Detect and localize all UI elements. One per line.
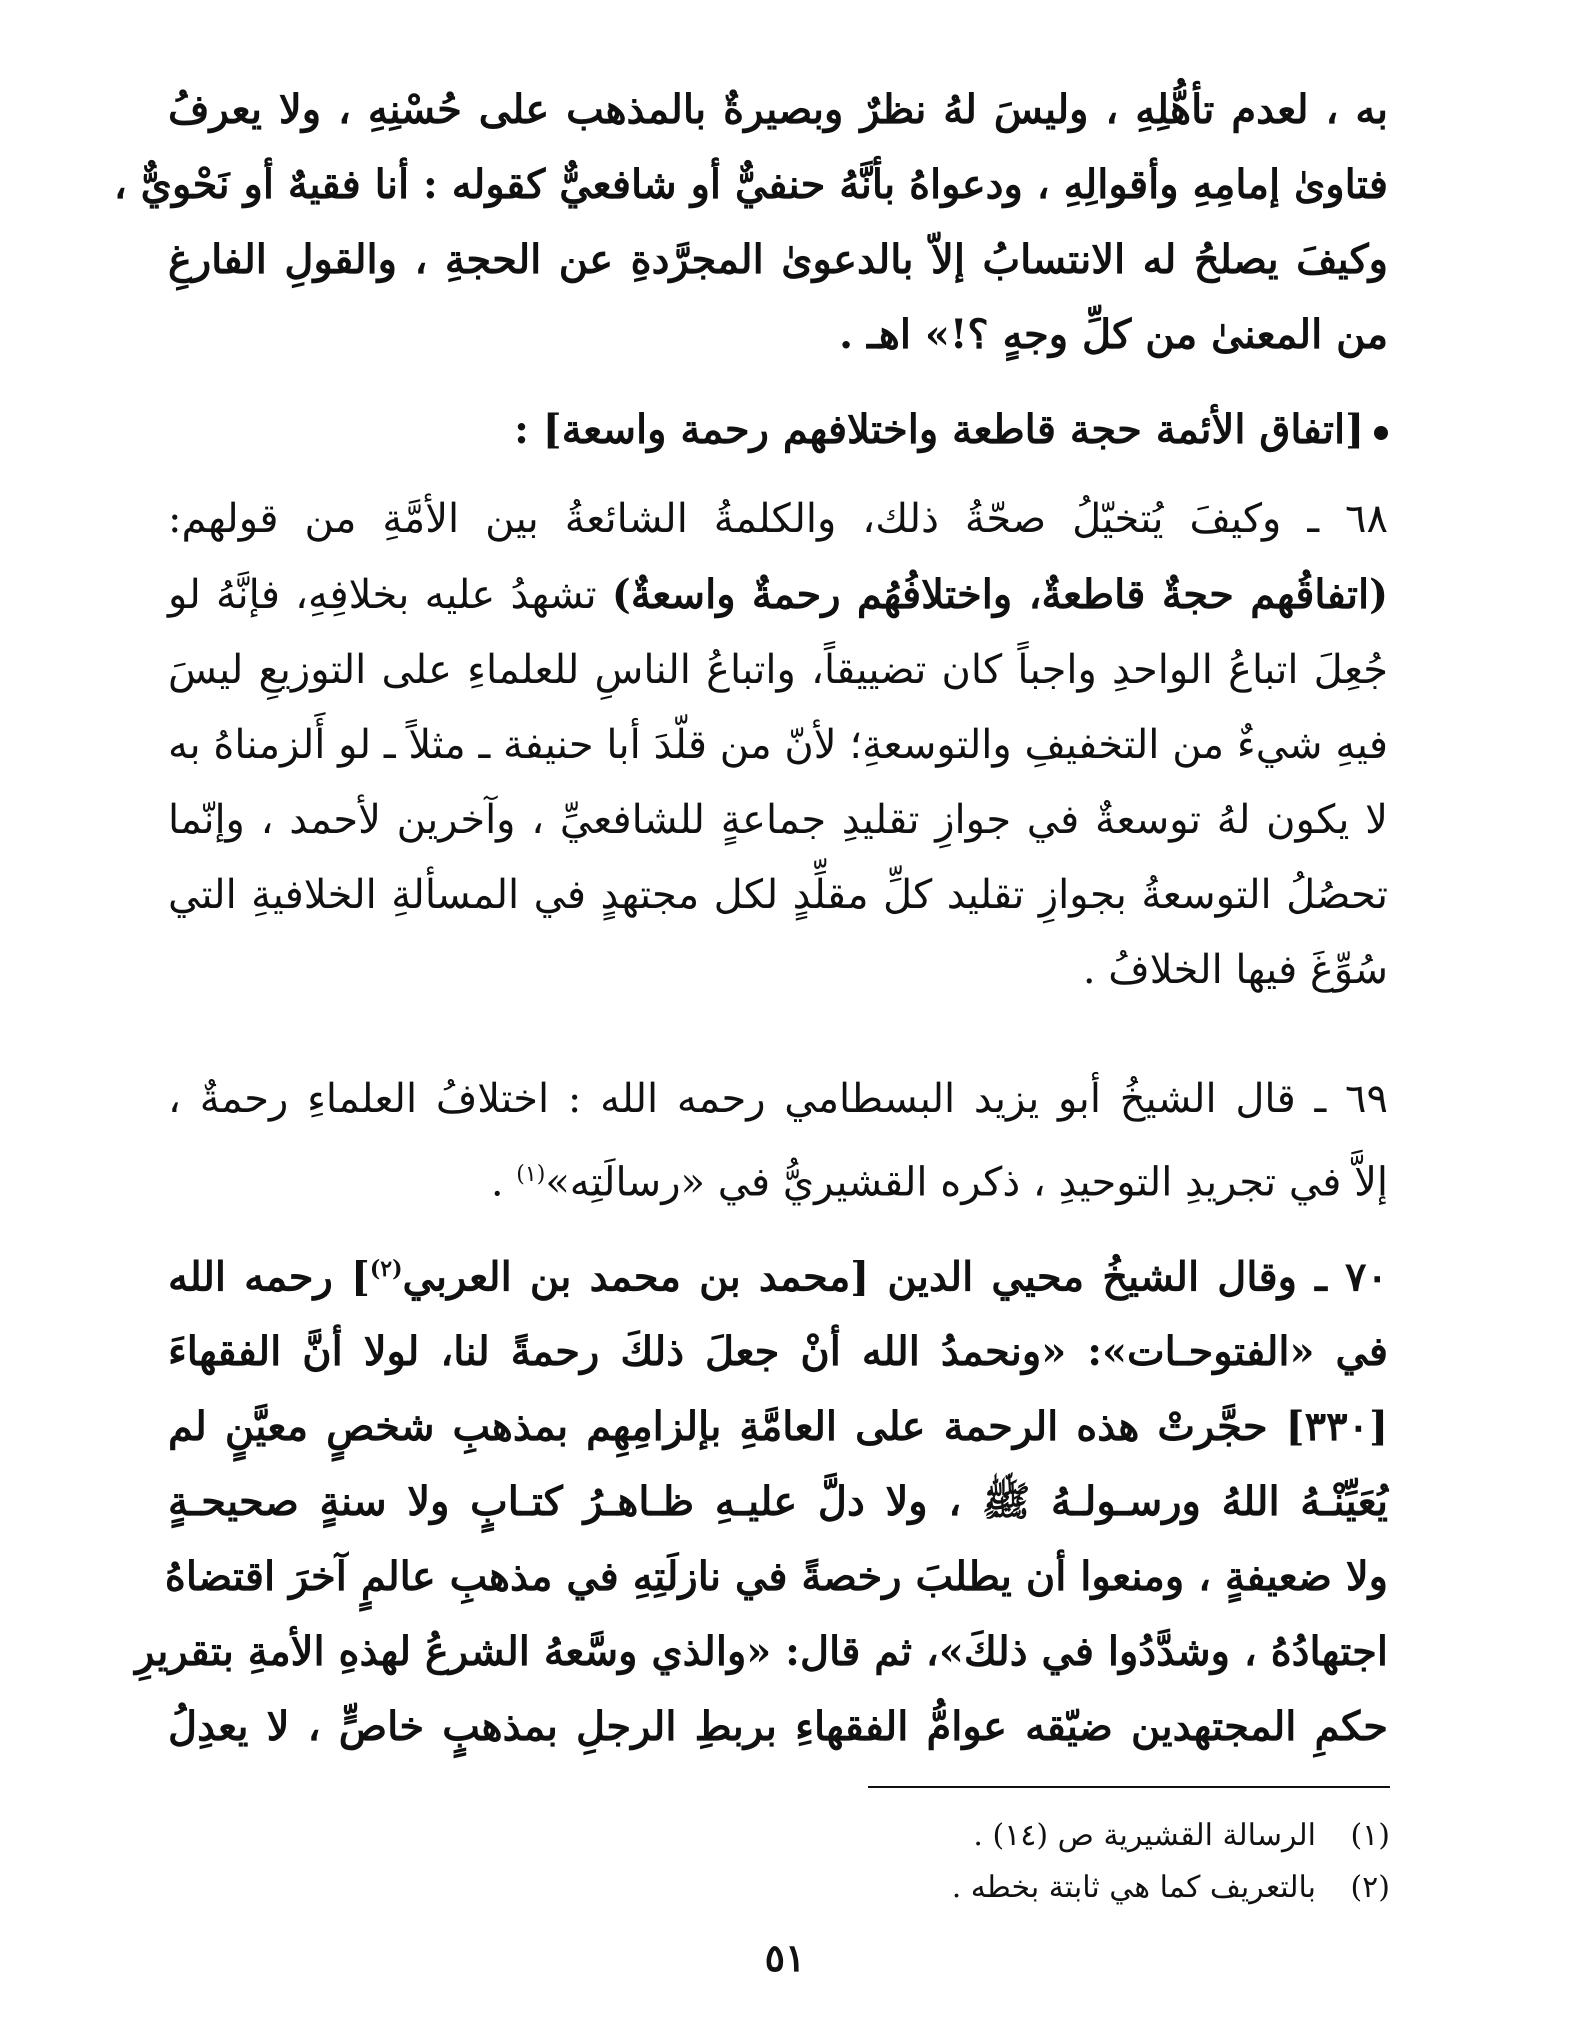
text-segment: ] رحمه الله — [168, 1253, 370, 1301]
footnote-marker[interactable]: (٢) — [369, 1256, 403, 1282]
text-line: من المعنىٰ من كلِّ وجهٍ ؟!» اهـ . — [839, 311, 1388, 358]
footnote-text: الرسالة القشيرية ص (١٤) . — [973, 1818, 1316, 1853]
text-line — [168, 1137, 1388, 1220]
text-line: في «الفتوحـات»: «ونحمدُ الله أنْ جعلَ ذلكَ رحمةً لنا، لولا أنَّ الفقهاءَ — [168, 1328, 1388, 1376]
text-segment: إلاَّ في تجريدِ التوحيدِ ، ذكره القشيريُّ في «رسالَتِه» — [545, 1159, 1388, 1206]
paragraph-69 — [168, 1062, 1388, 1220]
paragraph-70 — [135, 1232, 1389, 1764]
text-line: جُعِلَ اتباعُ الواحدِ واجباً كان تضييقاً، واتباعُ الناسِ للعلماءِ على التوزيعِ ليسَ — [168, 647, 1388, 693]
footnote-divider — [868, 1786, 1390, 1788]
text-line: تحصُلُ التوسعةُ بجوازِ تقليد كلِّ مقلِّدٍ لكل مجتهدٍ في المسألةِ الخلافيةِ التي — [168, 872, 1388, 918]
footnote-item — [700, 1810, 1390, 1862]
text-line: حكمِ المجتهدين ضيّقه عوامُّ الفقهاءِ بربطِ الرجلِ بمذهبٍ خاصٍّ ، لا يعدِلُ — [168, 1703, 1388, 1751]
text-line: لا يكون لهُ توسعةٌ في جوازِ تقليدِ جماعةٍ للشافعيِّ ، وآخرين لأحمد ، وإنّما — [168, 797, 1388, 843]
text-line: سُوِّغَ فيها الخلافُ . — [1082, 947, 1388, 993]
footnotes — [700, 1810, 1390, 1914]
text-segment: . — [490, 1159, 517, 1206]
text-line: ٦٩ ـ قال الشيخُ أبو يزيد البسطامي رحمه الله : اختلافُ العلماءِ رحمةٌ ، — [168, 1076, 1388, 1122]
heading-text: [اتفاق الأئمة حجة قاطعة واختلافهم رحمة واسعة] : — [514, 406, 1364, 453]
text-line: فيهِ شيءٌ من التخفيفِ والتوسعةِ؛ لأنّ من قلّدَ أبا حنيفة ـ مثلاً ـ لو أَلزمناهُ به — [168, 722, 1388, 768]
bullet-icon — [1374, 426, 1388, 440]
page-number: ٥١ — [764, 1935, 806, 1980]
text-line — [168, 1232, 1388, 1314]
text-line — [168, 557, 1388, 633]
footnote-text: بالتعريف كما هي ثابتة بخطه . — [951, 1870, 1316, 1905]
text-line: ٦٨ ـ وكيفَ يُتخيّلُ صحّةُ ذلك، والكلمةُ الشائعةُ بين الأمَّةِ من قولهم: — [168, 496, 1388, 542]
text-line: فتاوىٰ إمامِهِ وأقوالِهِ ، ودعواهُ بأنَّهُ حنفيٌّ أو شافعيٌّ كقوله : أنا فقيهٌ أو نَحْويٌّ ، — [113, 161, 1388, 208]
footnote-number: (١) — [1350, 1818, 1390, 1853]
footnote-marker[interactable]: (١) — [516, 1162, 546, 1187]
text-line: به ، لعدم تأهُّلِهِ ، وليسَ لهُ نظرٌ وبصيرةٌ بالمذهب على حُسْنِهِ ، ولا يعرفُ — [168, 86, 1388, 133]
text-line: ولا ضعيفةٍ ، ومنعوا أن يطلبَ رخصةً في نازلَتِهِ في مذهبِ عالمٍ آخرَ اقتضاهُ — [164, 1553, 1388, 1601]
text-segment: تشهدُ عليه بخلافِهِ، فإنَّهُ لو — [168, 572, 612, 618]
footnote-number: (٢) — [1350, 1870, 1390, 1905]
text-line: يُعَيِّنْـهُ اللهُ ورسـولـهُ ﷺ ، ولا دلَّ عليـهِ ظـاهـرُ كتـابٍ ولا سنةٍ صحيحـةٍ — [168, 1478, 1388, 1526]
text-segment: ٧٠ ـ وقال الشيخُ محيي الدين [محمد بن محمد بن العربي — [402, 1253, 1388, 1301]
section-heading — [168, 400, 1388, 460]
text-line: اجتهادُهُ ، وشدَّدُوا في ذلكَ»، ثم قال: «والذي وسَّعهُ الشرعُ لهذهِ الأمةِ بتقريرِ — [135, 1628, 1388, 1676]
footnote-item — [700, 1862, 1390, 1914]
paragraph-68 — [168, 482, 1388, 1008]
text-line: [٣٣٠] حجَّرتْ هذه الرحمة على العامَّةِ بإلزامِهِم بمذهبِ شخصٍ معيَّنٍ لم — [168, 1403, 1389, 1451]
intro-paragraph — [113, 72, 1388, 372]
text-line: وكيفَ يصلحُ له الانتسابُ إلاّ بالدعوىٰ المجرَّدةِ عن الحجةِ ، والقولِ الفارغِ — [168, 236, 1388, 283]
quoted-saying: (اتفاقُهم حجةٌ قاطعةٌ، واختلافُهُم رحمةٌ واسعةٌ) — [611, 571, 1388, 618]
